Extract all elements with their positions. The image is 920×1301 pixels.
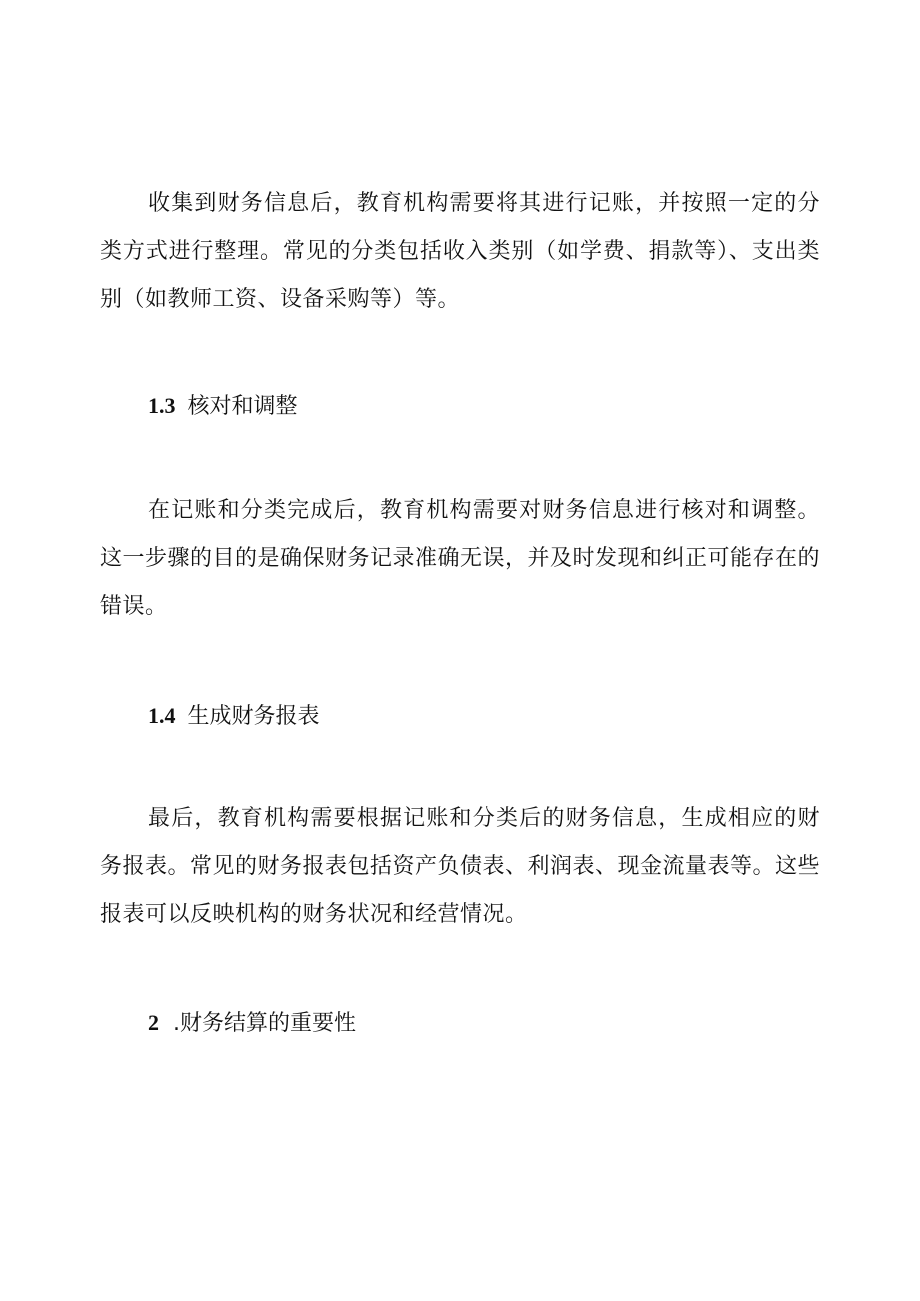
section-number: 2 [148,1010,159,1035]
section-title: .财务结算的重要性 [173,1011,356,1036]
body-paragraph: 在记账和分类完成后，教育机构需要对财务信息进行核对和调整。这一步骤的目的是确保财务记录准确无误，并及时发现和纠正可能存在的错误。 [100,498,821,619]
body-paragraph: 收集到财务信息后，教育机构需要将其进行记账，并按照一定的分类方式进行整理。常见的分类包括收入类别（如学费、捐款等）、支出类别（如教师工资、设备采购等）等。 [100,191,820,312]
section-title: 核对和调整 [187,394,298,419]
section-number: 1.4 [148,703,176,728]
section-heading [148,700,320,733]
section-heading [148,390,298,423]
section-heading [148,1007,356,1040]
section-title: 生成财务报表 [187,704,320,729]
body-paragraph: 最后，教育机构需要根据记账和分类后的财务信息，生成相应的财务报表。常见的财务报表包括资产负债表、利润表、现金流量表等。这些报表可以反映机构的财务状况和经营情况。 [100,806,821,927]
section-number: 1.3 [148,393,176,418]
